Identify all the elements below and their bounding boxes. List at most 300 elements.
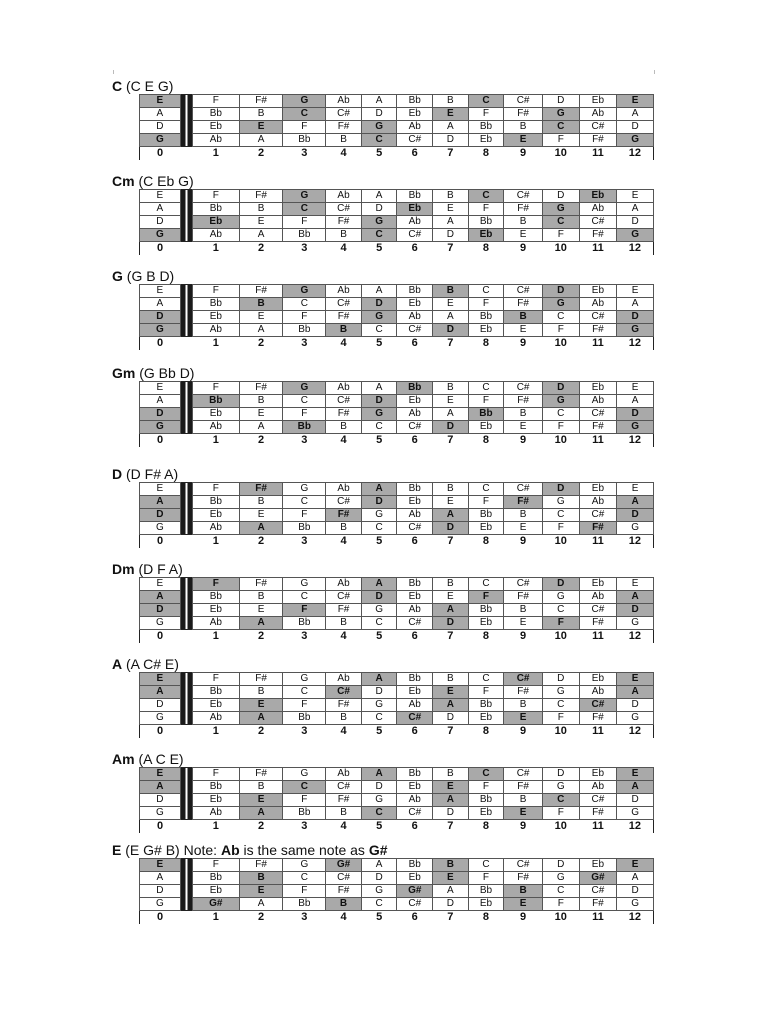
fretboard-table <box>139 189 654 255</box>
fret-cell: Eb <box>192 509 239 522</box>
string-row <box>140 794 654 807</box>
fret-number: 11 <box>579 911 617 925</box>
fret-cell: E <box>504 522 543 535</box>
fret-cell: E <box>239 121 283 134</box>
fret-cell: D <box>140 216 181 229</box>
fret-number: 5 <box>361 725 397 739</box>
fret-cell: C# <box>397 421 433 434</box>
fret-cell: A <box>239 712 283 725</box>
chord-notes: (C E G) <box>126 78 174 94</box>
fret-cell: D <box>433 522 469 535</box>
fret-cell: F# <box>326 509 362 522</box>
fret-cell: D <box>361 203 397 216</box>
fret-cell: Bb <box>397 285 433 298</box>
fret-cell: B <box>239 395 283 408</box>
fret-cell: C <box>283 872 326 885</box>
fret-number: 9 <box>504 725 543 739</box>
fret-cell: G <box>140 712 181 725</box>
fret-cell: A <box>239 229 283 242</box>
string-row <box>140 496 654 509</box>
fret-cell: C <box>283 591 326 604</box>
fret-cell: Bb <box>283 229 326 242</box>
fret-cell: C# <box>397 134 433 147</box>
fret-cell: C <box>542 699 579 712</box>
fret-number-row <box>140 630 654 644</box>
fret-cell: A <box>239 807 283 820</box>
fret-cell: B <box>433 382 469 395</box>
fret-cell: G <box>542 781 579 794</box>
fret-cell: G <box>140 421 181 434</box>
fret-cell: D <box>617 311 654 324</box>
fret-cell: C# <box>579 604 617 617</box>
string-row <box>140 686 654 699</box>
fret-cell: C# <box>326 872 362 885</box>
fret-cell: G <box>617 522 654 535</box>
string-row <box>140 108 654 121</box>
fret-cell: Bb <box>283 898 326 911</box>
fret-number: 3 <box>283 725 326 739</box>
fret-number: 0 <box>140 337 181 351</box>
fret-number: 7 <box>433 725 469 739</box>
fret-cell: F <box>468 496 504 509</box>
fret-cell: D <box>617 216 654 229</box>
fret-cell: Ab <box>326 768 362 781</box>
nut-spacer <box>180 242 192 256</box>
fret-cell: G <box>617 898 654 911</box>
fret-number: 10 <box>542 434 579 448</box>
fret-number: 8 <box>468 434 504 448</box>
nut-bar <box>180 395 192 408</box>
fret-cell: Ab <box>579 203 617 216</box>
fret-cell: F <box>192 483 239 496</box>
fret-cell: A <box>361 95 397 108</box>
fret-cell: Eb <box>579 382 617 395</box>
fret-number: 9 <box>504 434 543 448</box>
nut-bar <box>180 421 192 434</box>
fret-cell: F <box>542 229 579 242</box>
nut-bar <box>180 617 192 630</box>
fret-cell: C# <box>579 699 617 712</box>
fret-cell: F <box>468 395 504 408</box>
fret-cell: E <box>239 408 283 421</box>
fret-number: 7 <box>433 242 469 256</box>
fret-cell: C# <box>326 203 362 216</box>
string-row <box>140 509 654 522</box>
fret-cell: Ab <box>397 216 433 229</box>
fret-number: 10 <box>542 630 579 644</box>
fret-cell: A <box>617 203 654 216</box>
fret-cell: F <box>468 781 504 794</box>
fret-cell: G <box>361 408 397 421</box>
fret-cell: Eb <box>192 604 239 617</box>
fret-number: 0 <box>140 242 181 256</box>
fret-cell: C <box>542 604 579 617</box>
nut-bar <box>180 898 192 911</box>
fret-number: 11 <box>579 630 617 644</box>
fret-number: 11 <box>579 337 617 351</box>
fret-cell: F <box>542 324 579 337</box>
fret-cell: Ab <box>397 604 433 617</box>
fret-cell: D <box>542 95 579 108</box>
chord-section-am <box>112 751 660 833</box>
fret-cell: A <box>140 395 181 408</box>
fretboard-table <box>139 284 654 350</box>
chord-name: Dm <box>112 561 135 577</box>
nut-bar <box>180 483 192 496</box>
fret-cell: A <box>361 768 397 781</box>
fret-cell: B <box>433 673 469 686</box>
fret-cell: F# <box>326 121 362 134</box>
fret-number: 9 <box>504 535 543 549</box>
fret-cell: E <box>140 578 181 591</box>
fret-number: 11 <box>579 242 617 256</box>
fret-cell: E <box>617 673 654 686</box>
fret-cell: Bb <box>397 859 433 872</box>
nut-spacer <box>180 820 192 834</box>
fret-cell: F <box>542 712 579 725</box>
chord-section-gm <box>112 365 660 447</box>
fret-cell: Bb <box>192 496 239 509</box>
fret-number: 8 <box>468 337 504 351</box>
fret-cell: F <box>192 578 239 591</box>
fret-cell: C <box>361 324 397 337</box>
nut-bar <box>180 604 192 617</box>
fret-cell: F# <box>579 807 617 820</box>
fret-number: 7 <box>433 337 469 351</box>
fret-cell: F# <box>504 872 543 885</box>
fret-cell: D <box>361 298 397 311</box>
fret-cell: G <box>283 768 326 781</box>
note-middle: is the same note as <box>239 842 369 858</box>
fret-cell: A <box>239 898 283 911</box>
fret-cell: G <box>283 190 326 203</box>
fret-cell: Ab <box>192 807 239 820</box>
fret-cell: C# <box>504 95 543 108</box>
fret-cell: C <box>468 382 504 395</box>
fret-number-row <box>140 242 654 256</box>
fret-cell: Eb <box>192 216 239 229</box>
fret-cell: D <box>361 686 397 699</box>
nut-bar <box>180 408 192 421</box>
fret-cell: F <box>468 686 504 699</box>
string-row <box>140 872 654 885</box>
fret-number: 2 <box>239 535 283 549</box>
fret-cell: A <box>140 781 181 794</box>
fret-cell: Eb <box>468 134 504 147</box>
fret-number: 1 <box>192 242 239 256</box>
fret-cell: Ab <box>579 781 617 794</box>
fret-cell: E <box>504 421 543 434</box>
fret-cell: F <box>192 190 239 203</box>
fret-number: 1 <box>192 725 239 739</box>
fret-cell: E <box>140 95 181 108</box>
chord-heading <box>112 466 660 482</box>
fret-cell: Ab <box>192 421 239 434</box>
string-row <box>140 885 654 898</box>
fret-cell: Bb <box>192 395 239 408</box>
fret-cell: Ab <box>579 686 617 699</box>
fret-cell: B <box>504 794 543 807</box>
fret-number: 7 <box>433 434 469 448</box>
fret-number: 11 <box>579 725 617 739</box>
fret-cell: Eb <box>397 496 433 509</box>
chord-notes: (D F A) <box>138 561 183 577</box>
nut-bar <box>180 781 192 794</box>
fret-number: 2 <box>239 147 283 161</box>
fret-cell: G <box>361 216 397 229</box>
fret-cell: Ab <box>326 190 362 203</box>
fret-cell: F <box>192 859 239 872</box>
fret-cell: Eb <box>468 807 504 820</box>
fret-number: 12 <box>617 337 654 351</box>
fret-cell: B <box>326 229 362 242</box>
fret-cell: Ab <box>192 712 239 725</box>
string-row <box>140 311 654 324</box>
fret-cell: E <box>433 591 469 604</box>
chord-name: D <box>112 466 123 482</box>
fret-cell: G <box>283 95 326 108</box>
note-term-1: Ab <box>220 842 240 858</box>
fret-cell: Ab <box>192 229 239 242</box>
fret-number: 5 <box>361 337 397 351</box>
fret-cell: G <box>283 483 326 496</box>
fret-cell: E <box>504 134 543 147</box>
fret-cell: C# <box>504 768 543 781</box>
chord-notes: (G B D) <box>126 268 175 284</box>
fret-number: 9 <box>504 630 543 644</box>
fret-cell: E <box>239 699 283 712</box>
nut-bar <box>180 591 192 604</box>
fret-cell: G <box>542 298 579 311</box>
string-row <box>140 216 654 229</box>
fret-cell: F# <box>504 686 543 699</box>
chord-name: C <box>112 78 123 94</box>
fret-cell: Eb <box>468 324 504 337</box>
fret-cell: B <box>504 408 543 421</box>
fret-cell: E <box>239 509 283 522</box>
chord-notes: (E G# B) <box>125 842 180 858</box>
fret-cell: Bb <box>468 794 504 807</box>
chord-notes: (G Bb D) <box>139 365 195 381</box>
string-row <box>140 768 654 781</box>
fret-cell: Eb <box>192 794 239 807</box>
fret-cell: D <box>617 604 654 617</box>
fret-cell: F <box>542 522 579 535</box>
fret-cell: E <box>140 190 181 203</box>
fret-cell: E <box>617 382 654 395</box>
fret-number-row <box>140 535 654 549</box>
fret-cell: G <box>542 108 579 121</box>
fret-number-row <box>140 147 654 161</box>
fret-number: 0 <box>140 434 181 448</box>
fret-cell: A <box>140 108 181 121</box>
fretboard-table <box>139 672 654 738</box>
fret-cell: E <box>140 673 181 686</box>
fret-cell: C <box>468 673 504 686</box>
fret-cell: D <box>433 712 469 725</box>
fret-number: 10 <box>542 725 579 739</box>
nut-bar <box>180 216 192 229</box>
fret-cell: F <box>192 673 239 686</box>
fret-cell: A <box>239 617 283 630</box>
fret-cell: B <box>504 699 543 712</box>
fret-cell: F <box>283 216 326 229</box>
fret-cell: D <box>361 496 397 509</box>
fret-cell: G <box>361 885 397 898</box>
fret-cell: B <box>504 604 543 617</box>
fret-cell: F# <box>239 285 283 298</box>
fret-cell: C <box>542 794 579 807</box>
fret-cell: G <box>140 898 181 911</box>
fret-cell: C <box>542 885 579 898</box>
fret-cell: B <box>239 781 283 794</box>
nut-bar <box>180 190 192 203</box>
fret-cell: C <box>468 859 504 872</box>
fret-cell: E <box>617 578 654 591</box>
fret-cell: B <box>239 686 283 699</box>
fret-number: 11 <box>579 147 617 161</box>
fret-cell: F <box>468 872 504 885</box>
fret-cell: G <box>542 203 579 216</box>
fret-cell: F# <box>239 673 283 686</box>
fret-cell: A <box>361 483 397 496</box>
fretboard-table <box>139 767 654 833</box>
fret-cell: Eb <box>579 673 617 686</box>
fret-cell: Bb <box>192 591 239 604</box>
fret-cell: Bb <box>397 768 433 781</box>
fret-cell: F <box>542 617 579 630</box>
fret-number: 8 <box>468 630 504 644</box>
fret-number: 1 <box>192 337 239 351</box>
fret-cell: G <box>542 686 579 699</box>
fret-cell: Eb <box>397 872 433 885</box>
fret-number: 5 <box>361 242 397 256</box>
fret-cell: C <box>542 216 579 229</box>
fret-cell: Ab <box>397 408 433 421</box>
fret-cell: F# <box>579 898 617 911</box>
fret-cell: Ab <box>326 382 362 395</box>
fret-cell: C <box>468 285 504 298</box>
fret-cell: C# <box>326 298 362 311</box>
fret-cell: G <box>617 324 654 337</box>
fret-cell: F# <box>579 522 617 535</box>
string-row <box>140 298 654 311</box>
fret-cell: F# <box>579 617 617 630</box>
chord-heading <box>112 268 660 284</box>
string-row <box>140 807 654 820</box>
fret-number: 12 <box>617 911 654 925</box>
nut-bar <box>180 509 192 522</box>
fret-cell: Bb <box>192 203 239 216</box>
fret-number: 12 <box>617 535 654 549</box>
fret-cell: B <box>504 311 543 324</box>
fret-number: 10 <box>542 820 579 834</box>
fret-cell: F <box>468 591 504 604</box>
nut-bar <box>180 382 192 395</box>
fret-number: 11 <box>579 434 617 448</box>
fret-number: 3 <box>283 434 326 448</box>
fret-cell: F <box>192 95 239 108</box>
fret-cell: F# <box>579 712 617 725</box>
fret-cell: Ab <box>397 509 433 522</box>
chord-heading <box>112 751 660 767</box>
fret-number: 1 <box>192 535 239 549</box>
chord-notes: (A C# E) <box>126 656 179 672</box>
fret-cell: F# <box>326 604 362 617</box>
string-row <box>140 203 654 216</box>
fret-cell: G <box>283 673 326 686</box>
nut-spacer <box>180 911 192 925</box>
fret-number: 9 <box>504 147 543 161</box>
fret-cell: Bb <box>468 216 504 229</box>
fret-cell: F# <box>326 885 362 898</box>
fret-cell: G <box>617 134 654 147</box>
fret-cell: B <box>433 285 469 298</box>
fret-cell: Bb <box>468 885 504 898</box>
fret-cell: A <box>433 794 469 807</box>
fret-cell: C <box>283 395 326 408</box>
fret-cell: F# <box>239 483 283 496</box>
string-row <box>140 421 654 434</box>
fret-cell: F <box>283 509 326 522</box>
fret-cell: E <box>239 604 283 617</box>
fret-cell: F# <box>326 699 362 712</box>
fret-cell: E <box>433 496 469 509</box>
fret-cell: C <box>468 190 504 203</box>
nut-spacer <box>180 337 192 351</box>
fret-number: 10 <box>542 911 579 925</box>
fret-cell: F# <box>239 859 283 872</box>
fret-cell: G# <box>397 885 433 898</box>
fret-cell: B <box>433 768 469 781</box>
fret-cell: E <box>433 872 469 885</box>
fret-cell: B <box>433 859 469 872</box>
fret-number: 8 <box>468 147 504 161</box>
fret-cell: B <box>239 591 283 604</box>
fret-number: 12 <box>617 820 654 834</box>
fret-cell: F <box>542 898 579 911</box>
fret-cell: Eb <box>192 408 239 421</box>
fret-number: 4 <box>326 147 362 161</box>
fret-number: 12 <box>617 147 654 161</box>
fret-cell: F# <box>579 421 617 434</box>
fret-number: 9 <box>504 242 543 256</box>
chord-section-dm <box>112 561 660 643</box>
fret-cell: B <box>504 216 543 229</box>
fret-number-row <box>140 434 654 448</box>
nut-bar <box>180 522 192 535</box>
fret-cell: A <box>433 408 469 421</box>
fret-cell: Ab <box>326 483 362 496</box>
fret-number: 0 <box>140 535 181 549</box>
fret-cell: E <box>239 311 283 324</box>
fretboard-table <box>139 482 654 548</box>
fret-cell: Eb <box>579 95 617 108</box>
fret-cell: Bb <box>283 617 326 630</box>
fret-cell: C <box>361 229 397 242</box>
string-row <box>140 121 654 134</box>
fret-number: 5 <box>361 535 397 549</box>
chord-heading <box>112 365 660 381</box>
fret-cell: Eb <box>397 108 433 121</box>
fret-cell: C <box>283 496 326 509</box>
string-row <box>140 712 654 725</box>
fret-cell: D <box>140 311 181 324</box>
fret-cell: A <box>433 604 469 617</box>
fret-cell: B <box>433 190 469 203</box>
fret-cell: Bb <box>283 421 326 434</box>
fret-cell: G <box>361 509 397 522</box>
